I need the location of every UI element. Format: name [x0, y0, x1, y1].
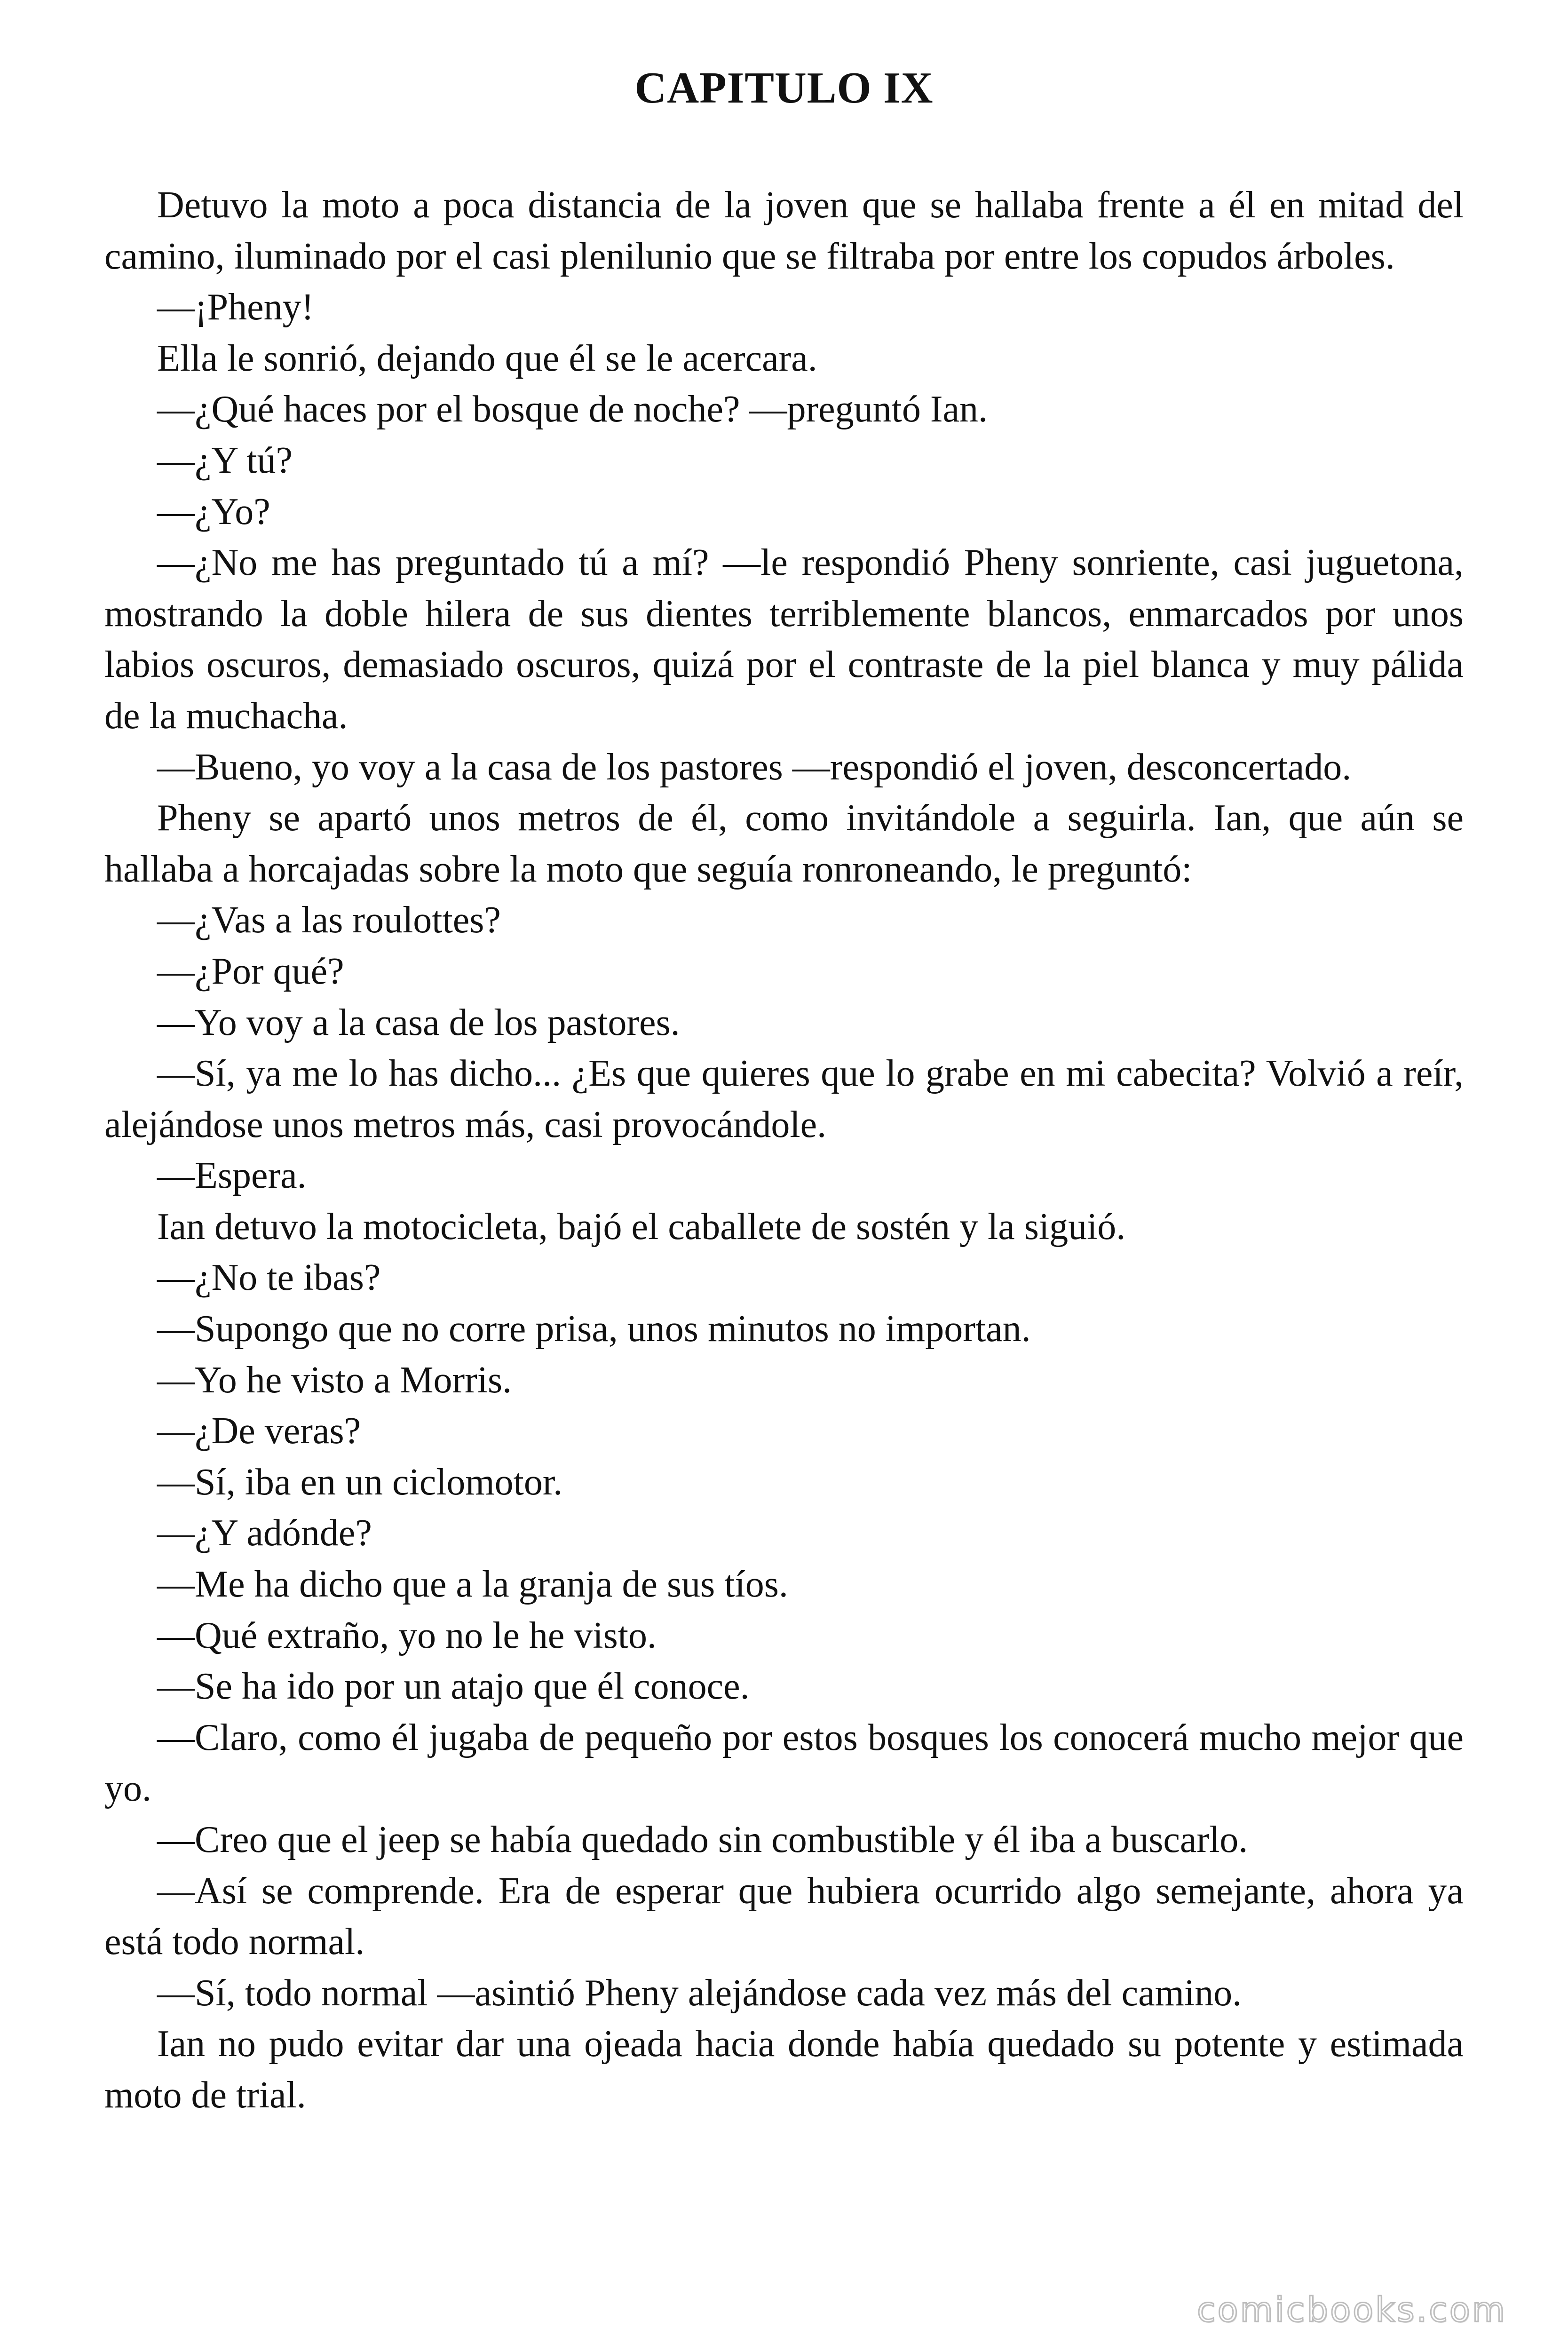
paragraph: —Espera. [157, 1155, 307, 1197]
watermark: comicbooks.com [1196, 2290, 1507, 2329]
paragraph: —Sí, iba en un ciclomotor. [157, 1461, 563, 1503]
paragraph: —Yo voy a la casa de los pastores. [157, 1001, 680, 1043]
paragraph: —¿Qué haces por el bosque de noche? —preguntó Ian. [157, 389, 988, 430]
paragraph: —Qué extraño, yo no le he visto. [157, 1614, 657, 1656]
paragraph: —Claro, como él jugaba de pequeño por estos bosques los conocerá mucho mejor que yo. [104, 1716, 1464, 1810]
paragraph: —Se ha ido por un atajo que él conoce. [157, 1666, 750, 1708]
paragraph: —¿De veras? [157, 1410, 361, 1452]
paragraph: —Bueno, yo voy a la casa de los pastores —respondió el joven, desconcertado. [157, 746, 1352, 788]
paragraph: —Supongo que no corre prisa, unos minutos no importan. [157, 1308, 1031, 1350]
paragraph: —¿Vas a las roulottes? [157, 899, 501, 941]
paragraph: —¿No te ibas? [157, 1257, 381, 1299]
paragraph: —¿Y tú? [157, 439, 293, 481]
paragraph: Pheny se apartó unos metros de él, como invitándole a seguirla. Ian, que aún se hallaba a horcajadas sobre la moto que seguía ronroneando, le preguntó: [104, 797, 1464, 890]
paragraph: —¿Y adónde? [157, 1512, 372, 1554]
paragraph: —Me ha dicho que a la granja de sus tíos. [157, 1564, 788, 1605]
chapter-body [104, 180, 1464, 2121]
paragraph: —¿Por qué? [157, 950, 344, 992]
paragraph: —Sí, todo normal —asintió Pheny alejándose cada vez más del camino. [157, 1972, 1242, 2014]
paragraph: —¿Yo? [157, 491, 270, 532]
paragraph: Detuvo la moto a poca distancia de la joven que se hallaba frente a él en mitad del camino, iluminado por el casi plenilunio que se filtraba por entre los copudos árboles. [104, 184, 1464, 277]
paragraph: Ian detuvo la motocicleta, bajó el caballete de sostén y la siguió. [157, 1206, 1126, 1248]
paragraph: —Yo he visto a Morris. [157, 1359, 512, 1401]
paragraph: Ella le sonrió, dejando que él se le acercara. [157, 337, 817, 379]
paragraph: —¡Pheny! [157, 286, 314, 328]
paragraph: —Sí, ya me lo has dicho... ¿Es que quieres que lo grabe en mi cabecita? Volvió a reír, alejándose unos metros más, casi provocándole. [104, 1053, 1464, 1145]
paragraph: Ian no pudo evitar dar una ojeada hacia donde había quedado su potente y estimada moto de trial. [104, 2023, 1464, 2116]
paragraph: —Creo que el jeep se había quedado sin combustible y él iba a buscarlo. [157, 1819, 1248, 1860]
chapter-title: CAPITULO IX [634, 64, 934, 112]
paragraph: —Así se comprende. Era de esperar que hubiera ocurrido algo semejante, ahora ya está todo normal. [104, 1870, 1464, 1963]
paragraph: —¿No me has preguntado tú a mí? —le respondió Pheny sonriente, casi juguetona, mostrando la doble hilera de sus dientes terriblemente blancos, enmarcados por unos labios oscuros, demasiado oscuros, quizá por el contraste de la piel blanca y muy pálida de la muchacha. [104, 542, 1464, 737]
